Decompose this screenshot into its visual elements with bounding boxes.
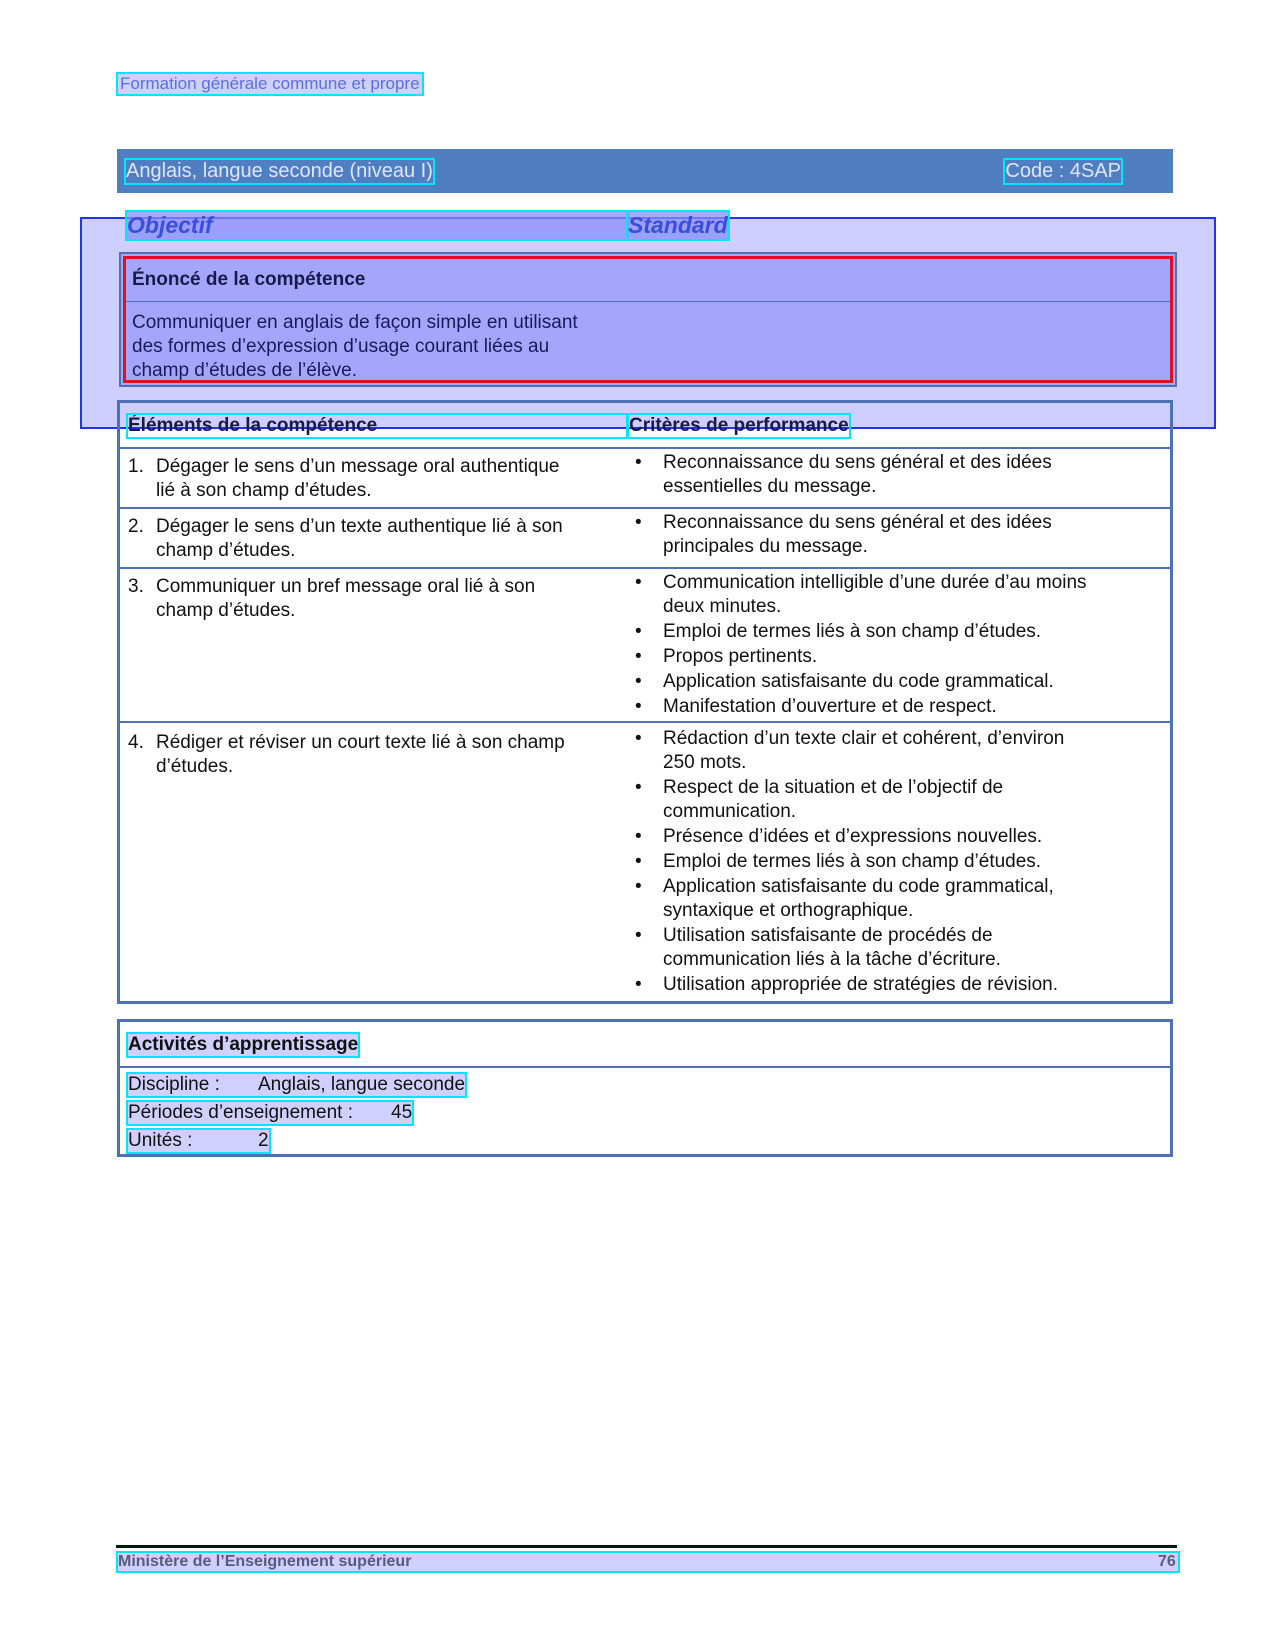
page-number: 76: [1158, 1553, 1176, 1570]
table-row: [128, 455, 628, 503]
element-line: lié à son champ d’études.: [156, 480, 372, 501]
list-item: • Application satisfaisante du code grammatical, syntaxique et orthographique.: [635, 876, 1054, 921]
criteria-list: [635, 727, 1165, 998]
divider: [120, 721, 1170, 723]
standard-label: Standard: [628, 212, 728, 238]
course-code: Code : 4SAP: [1005, 160, 1121, 182]
list-item: • Utilisation satisfaisante de procédés de communication liés à la tâche d’écriture.: [635, 925, 1001, 970]
enonce-text: [132, 311, 622, 383]
list-item: • Communication intelligible d’une durée d’au moins deux minutes.: [635, 572, 1087, 617]
unites-value: 2: [258, 1130, 269, 1151]
list-item: • Rédaction d’un texte clair et cohérent, d’environ 250 mots.: [635, 728, 1065, 773]
list-item: • Reconnaissance du sens général et des idées essentielles du message.: [635, 452, 1052, 497]
element-line: Rédiger et réviser un court texte lié à son champ: [156, 732, 565, 753]
table-row: [128, 515, 628, 563]
list-item: • Application satisfaisante du code grammatical.: [635, 671, 1054, 692]
enonce-line: champ d’études de l’élève.: [132, 360, 357, 381]
list-item: • Propos pertinents.: [635, 646, 818, 667]
unites-label: Unités :: [128, 1130, 193, 1151]
course-title: Anglais, langue seconde (niveau I): [126, 160, 433, 182]
table-row: [128, 731, 628, 779]
criteria-list: [635, 451, 1165, 500]
list-item: • Manifestation d’ouverture et de respect.: [635, 696, 997, 717]
divider: [120, 567, 1170, 569]
criteria-list: [635, 511, 1165, 560]
table-row: [128, 575, 628, 623]
list-item: • Présence d’idées et d’expressions nouvelles.: [635, 826, 1043, 847]
list-item: • Utilisation appropriée de stratégies de révision.: [635, 974, 1058, 995]
enonce-box: [119, 252, 1177, 387]
list-item: • Emploi de termes liés à son champ d’études.: [635, 851, 1042, 872]
list-item: • Emploi de termes liés à son champ d’études.: [635, 621, 1042, 642]
enonce-selection: [123, 256, 1173, 383]
divider: [126, 301, 1170, 302]
element-line: d’études.: [156, 756, 234, 777]
col-header-criteres: Critères de performance: [629, 415, 849, 436]
unites-row: [128, 1130, 269, 1152]
discipline-value: Anglais, langue seconde: [258, 1074, 466, 1095]
row-number: 2.: [128, 516, 144, 537]
element-line: champ d’études.: [156, 540, 296, 561]
activites-box: [117, 1019, 1173, 1157]
row-number: 3.: [128, 576, 144, 597]
divider: [120, 507, 1170, 509]
divider: [120, 1066, 1170, 1068]
enonce-line: des formes d’expression d’usage courant liées au: [132, 336, 550, 357]
competence-table: [117, 400, 1173, 1004]
list-item: • Respect de la situation et de l’objectif de communication.: [635, 777, 1004, 822]
element-line: Communiquer un bref message oral lié à son: [156, 576, 536, 597]
enonce-line: Communiquer en anglais de façon simple en utilisant: [132, 312, 578, 333]
footer-ministry: Ministère de l’Enseignement supérieur: [118, 1553, 1178, 1571]
periodes-value: 45: [391, 1102, 413, 1123]
course-title-bar: [117, 149, 1173, 193]
criteria-list: [635, 571, 1165, 720]
periodes-label: Périodes d’enseignement :: [128, 1102, 353, 1123]
element-line: Dégager le sens d’un texte authentique lié à son: [156, 516, 563, 537]
discipline-row: [128, 1074, 465, 1096]
divider: [120, 447, 1170, 449]
running-header: Formation générale commune et propre: [120, 74, 420, 93]
list-item: • Reconnaissance du sens général et des idées principales du message.: [635, 512, 1052, 557]
row-number: 1.: [128, 456, 144, 477]
row-number: 4.: [128, 732, 144, 753]
enonce-title: Énoncé de la compétence: [132, 269, 366, 290]
objectif-label: Objectif: [127, 212, 627, 239]
col-header-elements: Éléments de la compétence: [128, 415, 626, 437]
element-line: Dégager le sens d’un message oral authentique: [156, 456, 560, 477]
element-line: champ d’études.: [156, 600, 296, 621]
footer-rule: [116, 1545, 1177, 1548]
discipline-label: Discipline :: [128, 1074, 220, 1095]
activites-title: Activités d’apprentissage: [128, 1034, 359, 1055]
periodes-row: [128, 1102, 412, 1124]
